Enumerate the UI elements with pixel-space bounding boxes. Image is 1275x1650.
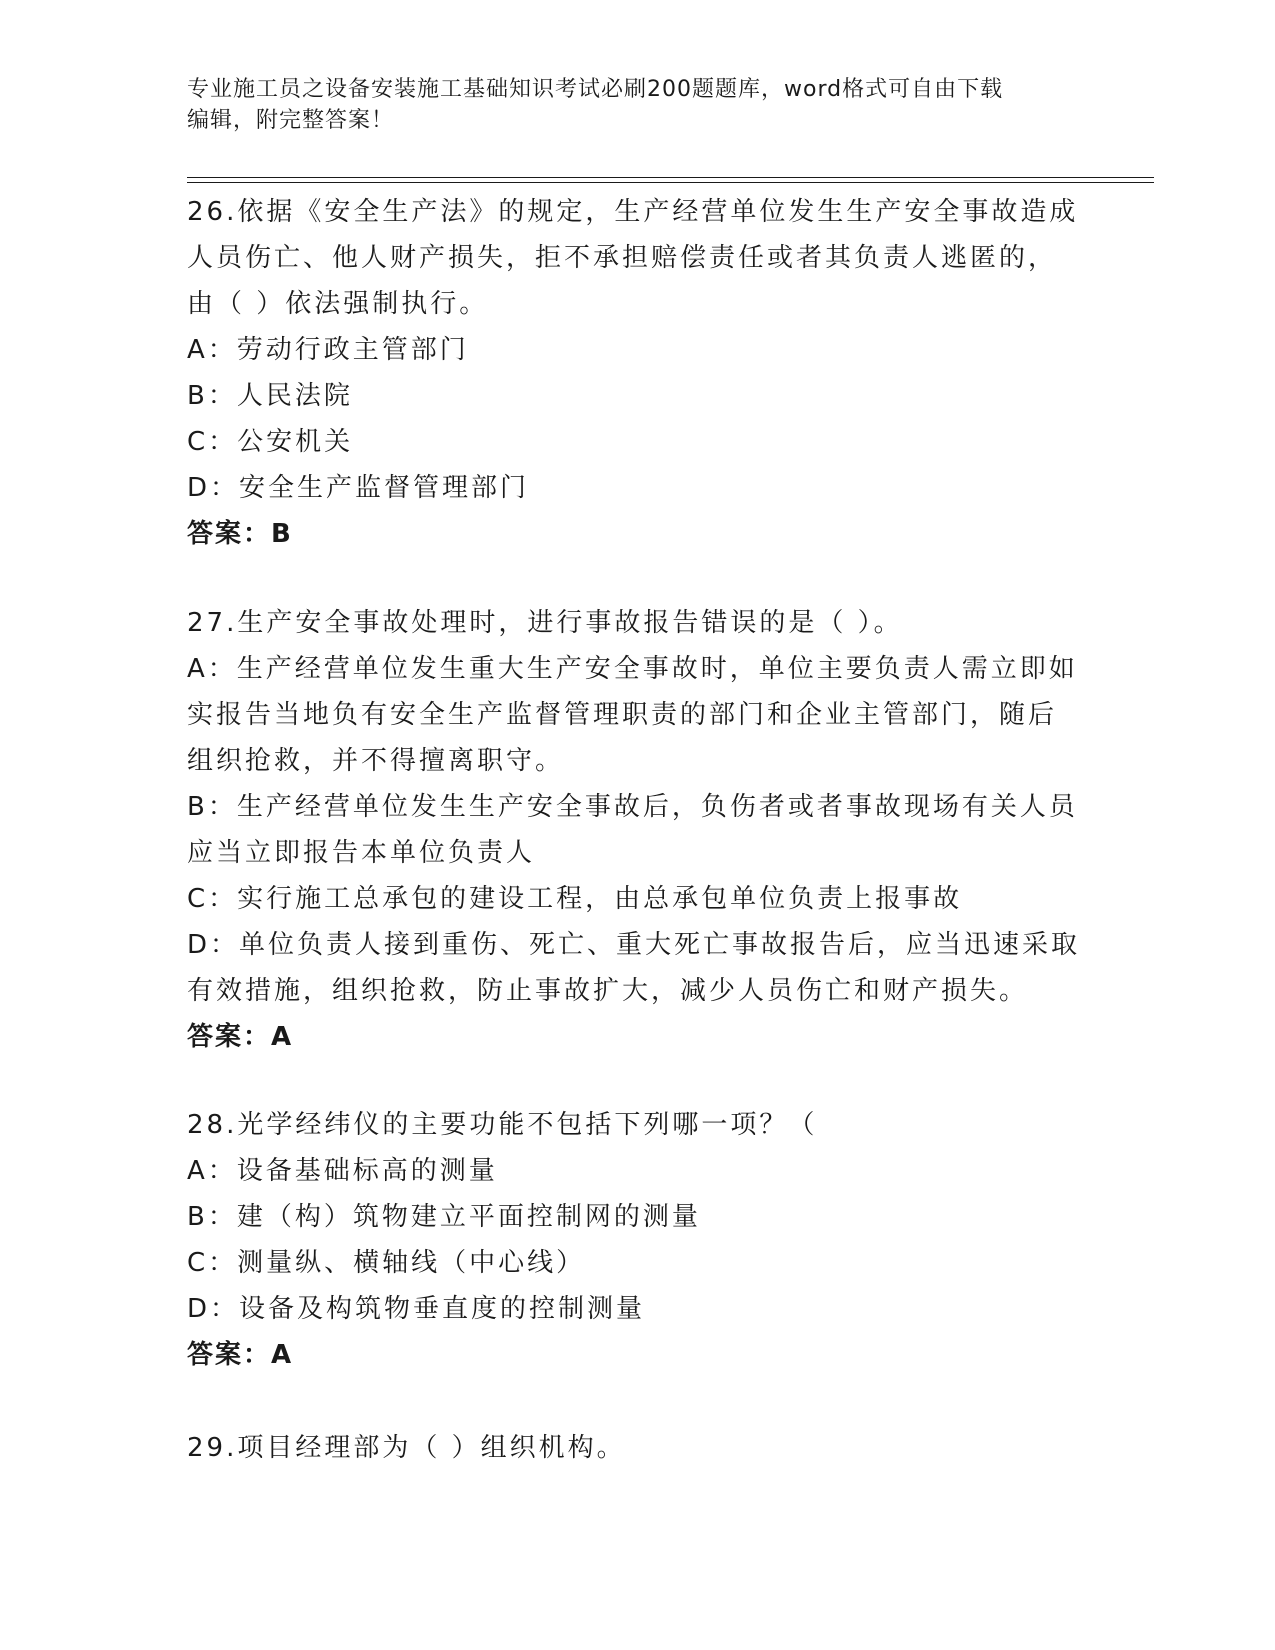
question-29	[187, 1425, 1067, 1471]
option-d: D：设备及构筑物垂直度的控制测量	[187, 1294, 646, 1324]
option-a: A：生产经营单位发生重大生产安全事故时，单位主要负责人需立即如	[187, 654, 1078, 684]
option-c: C：实行施工总承包的建设工程，由总承包单位负责上报事故	[187, 884, 963, 914]
option-b-continued: 应当立即报告本单位负责人	[187, 838, 536, 868]
answer-label: 答案：A	[187, 1340, 294, 1370]
option-a: A：劳动行政主管部门	[187, 335, 469, 365]
question-text-line: 26.依据《安全生产法》的规定，生产经营单位发生生产安全事故造成	[187, 197, 1079, 227]
question-text-line: 29.项目经理部为（ ）组织机构。	[187, 1433, 626, 1463]
option-b: B：建（构）筑物建立平面控制网的测量	[187, 1202, 701, 1232]
option-a-continued: 组织抢救，并不得擅离职守。	[187, 746, 565, 776]
question-28	[187, 1102, 1067, 1378]
option-b: B：生产经营单位发生生产安全事故后，负伤者或者事故现场有关人员	[187, 792, 1078, 822]
option-d: D：单位负责人接到重伤、死亡、重大死亡事故报告后，应当迅速采取	[187, 930, 1081, 960]
answer-label: 答案：B	[187, 519, 293, 549]
question-text-line: 28.光学经纬仪的主要功能不包括下列哪一项？（	[187, 1110, 818, 1140]
option-c: C：公安机关	[187, 427, 354, 457]
answer-label: 答案：A	[187, 1022, 294, 1052]
option-c: C：测量纵、横轴线（中心线）	[187, 1248, 586, 1278]
option-d-continued: 有效措施，组织抢救，防止事故扩大，减少人员伤亡和财产损失。	[187, 976, 1029, 1006]
question-27	[187, 600, 1081, 1060]
header-divider-top	[187, 177, 1154, 178]
question-text-line: 人员伤亡、他人财产损失，拒不承担赔偿责任或者其负责人逃匿的，	[187, 243, 1058, 273]
option-b: B：人民法院	[187, 381, 353, 411]
header-line-2: 编辑，附完整答案！	[187, 108, 395, 133]
document-header	[187, 74, 1067, 136]
option-a-continued: 实报告当地负有安全生产监督管理职责的部门和企业主管部门，随后	[187, 700, 1058, 730]
question-text-line: 27.生产安全事故处理时，进行事故报告错误的是（ ）。	[187, 608, 903, 638]
option-a: A：设备基础标高的测量	[187, 1156, 498, 1186]
header-divider-bottom	[187, 182, 1154, 183]
question-text-line: 由（ ）依法强制执行。	[187, 289, 489, 319]
header-line-1: 专业施工员之设备安装施工基础知识考试必刷200题题库，word格式可自由下载	[187, 77, 1004, 102]
option-d: D：安全生产监督管理部门	[187, 473, 530, 503]
question-26	[187, 189, 1079, 557]
